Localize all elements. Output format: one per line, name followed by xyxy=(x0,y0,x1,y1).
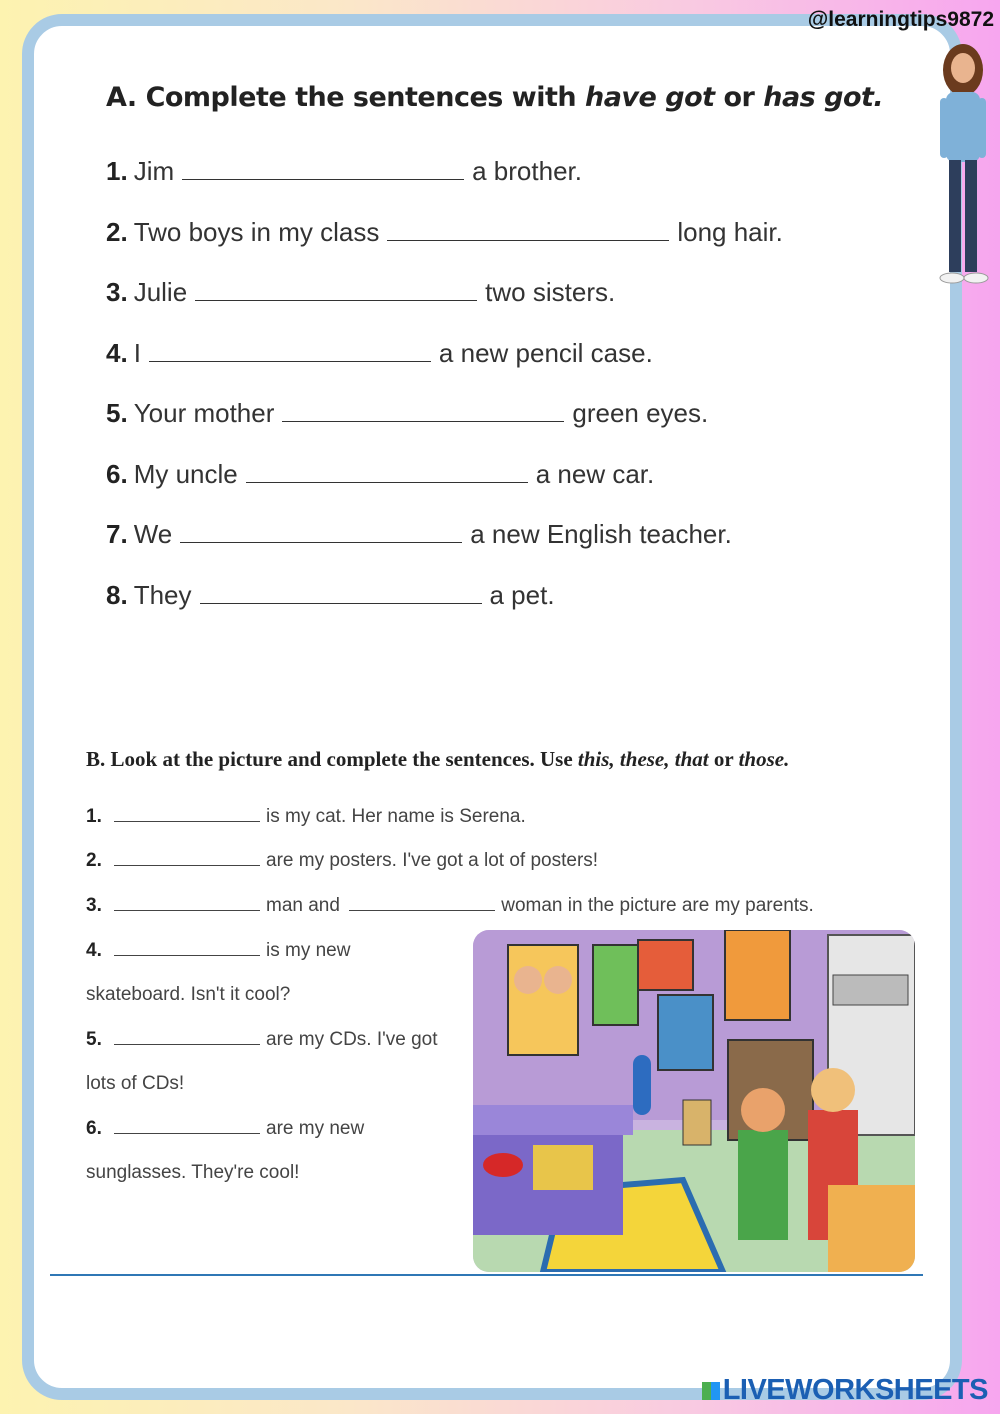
item-number: 2. xyxy=(86,850,102,871)
answer-blank-a1[interactable] xyxy=(182,157,464,180)
answer-blank-a6[interactable] xyxy=(246,460,528,483)
sentence-end: long hair. xyxy=(677,217,783,247)
sentence-b1 xyxy=(86,805,526,828)
answer-blank-b2[interactable] xyxy=(114,849,260,866)
sentence-start: My uncle xyxy=(133,459,238,489)
answer-blank-a3[interactable] xyxy=(195,278,477,301)
sentence-a7 xyxy=(106,519,732,550)
section-a-phrase-has: has got. xyxy=(763,82,884,113)
section-a-phrase-have: have got xyxy=(584,82,715,113)
section-a-number: A. xyxy=(106,82,137,113)
sentence-text: are my posters. I've got a lot of posters! xyxy=(266,850,599,871)
sentence-text: are my CDs. I've got xyxy=(266,1029,438,1050)
sentence-start: Julie xyxy=(133,277,188,307)
sentence-end: green eyes. xyxy=(572,398,709,428)
sentence-a8 xyxy=(106,580,555,611)
sentence-start: They xyxy=(133,580,192,610)
sentence-end: a new pencil case. xyxy=(438,338,653,368)
answer-blank-a5[interactable] xyxy=(282,399,564,422)
section-a-text: Complete the sentences with xyxy=(145,82,577,113)
bedroom-illustration xyxy=(473,930,915,1272)
answer-blank-a4[interactable] xyxy=(149,339,431,362)
sentence-end: a pet. xyxy=(489,580,555,610)
answer-blank-b6[interactable] xyxy=(114,1117,260,1134)
section-a-title xyxy=(106,82,883,113)
sentence-end: a new English teacher. xyxy=(470,519,732,549)
sentence-b4-continued: skateboard. Isn't it cool? xyxy=(86,984,291,1005)
liveworksheets-logo xyxy=(702,1374,988,1407)
sentence-a4 xyxy=(106,338,653,369)
answer-blank-a8[interactable] xyxy=(200,581,482,604)
item-number: 4. xyxy=(106,338,128,368)
answer-blank-a2[interactable] xyxy=(387,218,669,241)
sentence-text: is my new xyxy=(266,940,351,961)
item-number: 2. xyxy=(106,217,128,247)
answer-blank-b3b[interactable] xyxy=(349,894,495,911)
sentence-b5 xyxy=(86,1028,438,1051)
item-number: 3. xyxy=(86,895,102,916)
logo-text: LIVEWORKSHEETS xyxy=(722,1374,988,1406)
answer-blank-b5[interactable] xyxy=(114,1028,260,1045)
sentence-a1 xyxy=(106,156,582,187)
author-handle: @learningtips9872 xyxy=(807,8,994,31)
item-number: 4. xyxy=(86,940,102,961)
item-number: 5. xyxy=(86,1029,102,1050)
item-number: 1. xyxy=(86,806,102,827)
sentence-end: two sisters. xyxy=(485,277,616,307)
section-b-or: or xyxy=(713,747,734,771)
logo-icon xyxy=(702,1382,720,1400)
sentence-start: We xyxy=(133,519,173,549)
sentence-a6 xyxy=(106,459,654,490)
answer-blank-b3a[interactable] xyxy=(114,894,260,911)
answer-blank-a7[interactable] xyxy=(180,520,462,543)
sentence-a5 xyxy=(106,398,708,429)
sentence-b4 xyxy=(86,939,350,962)
item-number: 1. xyxy=(106,156,128,186)
sentence-b5-continued: lots of CDs! xyxy=(86,1073,185,1094)
sentence-text: man and xyxy=(266,895,340,916)
divider-line xyxy=(50,1274,923,1276)
sentence-text: is my cat. Her name is Serena. xyxy=(266,806,526,827)
sentence-b6-continued: sunglasses. They're cool! xyxy=(86,1162,300,1183)
sentence-end: a brother. xyxy=(472,156,582,186)
sentence-start: Two boys in my class xyxy=(133,217,380,247)
sentence-b2 xyxy=(86,849,598,872)
section-b-words: this, these, that xyxy=(577,747,709,771)
section-b-title xyxy=(86,747,789,772)
sentence-start: Jim xyxy=(133,156,175,186)
item-number: 8. xyxy=(106,580,128,610)
sentence-b6 xyxy=(86,1117,364,1140)
item-number: 3. xyxy=(106,277,128,307)
sentence-start: I xyxy=(133,338,141,368)
sentence-text-2: woman in the picture are my parents. xyxy=(501,895,814,916)
sentence-a2 xyxy=(106,217,783,248)
section-a-or: or xyxy=(723,82,755,113)
answer-blank-b4[interactable] xyxy=(114,939,260,956)
item-number: 7. xyxy=(106,519,128,549)
teacher-avatar xyxy=(930,40,996,292)
item-number: 6. xyxy=(86,1118,102,1139)
sentence-end: a new car. xyxy=(535,459,655,489)
sentence-b3 xyxy=(86,894,814,917)
sentence-start: Your mother xyxy=(133,398,275,428)
answer-blank-b1[interactable] xyxy=(114,805,260,822)
sentence-a3 xyxy=(106,277,615,308)
section-b-word-those: those. xyxy=(738,747,790,771)
item-number: 5. xyxy=(106,398,128,428)
sentence-text: are my new xyxy=(266,1118,365,1139)
item-number: 6. xyxy=(106,459,128,489)
section-b-text: B. Look at the picture and complete the sentences. Use xyxy=(86,747,573,771)
